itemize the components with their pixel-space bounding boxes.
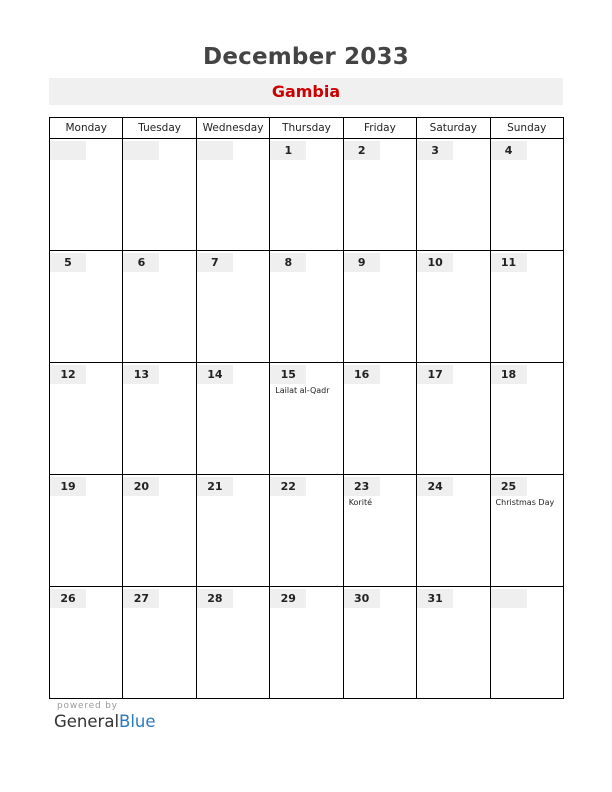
day-cell xyxy=(50,475,123,587)
day-number: 3 xyxy=(417,141,453,160)
day-cell xyxy=(196,139,269,251)
day-cell xyxy=(123,251,196,363)
week-row xyxy=(50,139,564,251)
day-cell xyxy=(270,475,343,587)
day-number: 26 xyxy=(50,589,86,608)
day-number: 15 xyxy=(270,365,306,384)
day-number: 29 xyxy=(270,589,306,608)
holiday-label: Korité xyxy=(348,498,372,507)
weekday-header: Tuesday xyxy=(123,118,196,139)
day-cell xyxy=(417,363,490,475)
brand-logo xyxy=(54,712,156,731)
week-row xyxy=(50,475,564,587)
day-cell xyxy=(270,363,343,475)
holiday-label: Christmas Day xyxy=(495,498,555,507)
day-number: 12 xyxy=(50,365,86,384)
day-cell xyxy=(50,251,123,363)
week-row xyxy=(50,251,564,363)
day-cell xyxy=(343,363,416,475)
day-number: 27 xyxy=(123,589,159,608)
day-cell xyxy=(490,475,563,587)
day-cell xyxy=(343,251,416,363)
day-number: 11 xyxy=(491,253,527,272)
day-number: 13 xyxy=(123,365,159,384)
day-number: 25 xyxy=(491,477,527,496)
day-cell xyxy=(490,587,563,699)
day-number: 18 xyxy=(491,365,527,384)
day-number: 21 xyxy=(197,477,233,496)
weekday-header: Saturday xyxy=(417,118,490,139)
day-number: 20 xyxy=(123,477,159,496)
day-number: 30 xyxy=(344,589,380,608)
day-cell xyxy=(196,251,269,363)
day-cell xyxy=(343,475,416,587)
day-cell xyxy=(417,139,490,251)
day-cell xyxy=(417,475,490,587)
day-number: 6 xyxy=(123,253,159,272)
weekday-header: Monday xyxy=(50,118,123,139)
powered-by-label: powered by xyxy=(57,701,118,711)
day-number: 8 xyxy=(270,253,306,272)
week-row xyxy=(50,587,564,699)
day-cell xyxy=(417,251,490,363)
calendar-grid xyxy=(49,117,564,699)
day-number xyxy=(50,141,86,160)
day-number: 1 xyxy=(270,141,306,160)
weekday-header: Wednesday xyxy=(196,118,269,139)
weekday-header-row xyxy=(50,118,564,139)
calendar-title: December 2033 xyxy=(203,44,409,70)
day-cell xyxy=(343,139,416,251)
day-number: 9 xyxy=(344,253,380,272)
day-number: 22 xyxy=(270,477,306,496)
day-cell xyxy=(123,139,196,251)
day-number: 19 xyxy=(50,477,86,496)
day-cell xyxy=(490,251,563,363)
weekday-header: Thursday xyxy=(270,118,343,139)
day-number: 14 xyxy=(197,365,233,384)
brand-name-accent: Blue xyxy=(119,712,156,731)
day-number: 16 xyxy=(344,365,380,384)
day-cell xyxy=(196,475,269,587)
weekday-header: Sunday xyxy=(490,118,563,139)
day-cell xyxy=(196,363,269,475)
day-cell xyxy=(50,587,123,699)
weekday-header: Friday xyxy=(343,118,416,139)
day-cell xyxy=(50,363,123,475)
day-number: 17 xyxy=(417,365,453,384)
day-number xyxy=(491,589,527,608)
day-number: 24 xyxy=(417,477,453,496)
day-cell xyxy=(417,587,490,699)
country-banner: Gambia xyxy=(49,78,563,105)
day-number: 10 xyxy=(417,253,453,272)
brand-name-part: General xyxy=(54,712,120,731)
day-cell xyxy=(270,587,343,699)
day-number xyxy=(123,141,159,160)
day-cell xyxy=(343,587,416,699)
day-cell xyxy=(50,139,123,251)
day-cell xyxy=(270,251,343,363)
day-number: 2 xyxy=(344,141,380,160)
day-cell xyxy=(123,587,196,699)
day-number: 5 xyxy=(50,253,86,272)
holiday-label: Lailat al-Qadr xyxy=(275,386,330,395)
day-number: 28 xyxy=(197,589,233,608)
day-cell xyxy=(123,475,196,587)
day-number: 31 xyxy=(417,589,453,608)
day-number: 4 xyxy=(491,141,527,160)
day-number: 7 xyxy=(197,253,233,272)
day-number xyxy=(197,141,233,160)
day-cell xyxy=(196,587,269,699)
day-cell xyxy=(270,139,343,251)
day-cell xyxy=(490,139,563,251)
day-cell xyxy=(490,363,563,475)
day-number: 23 xyxy=(344,477,380,496)
week-row xyxy=(50,363,564,475)
day-cell xyxy=(123,363,196,475)
